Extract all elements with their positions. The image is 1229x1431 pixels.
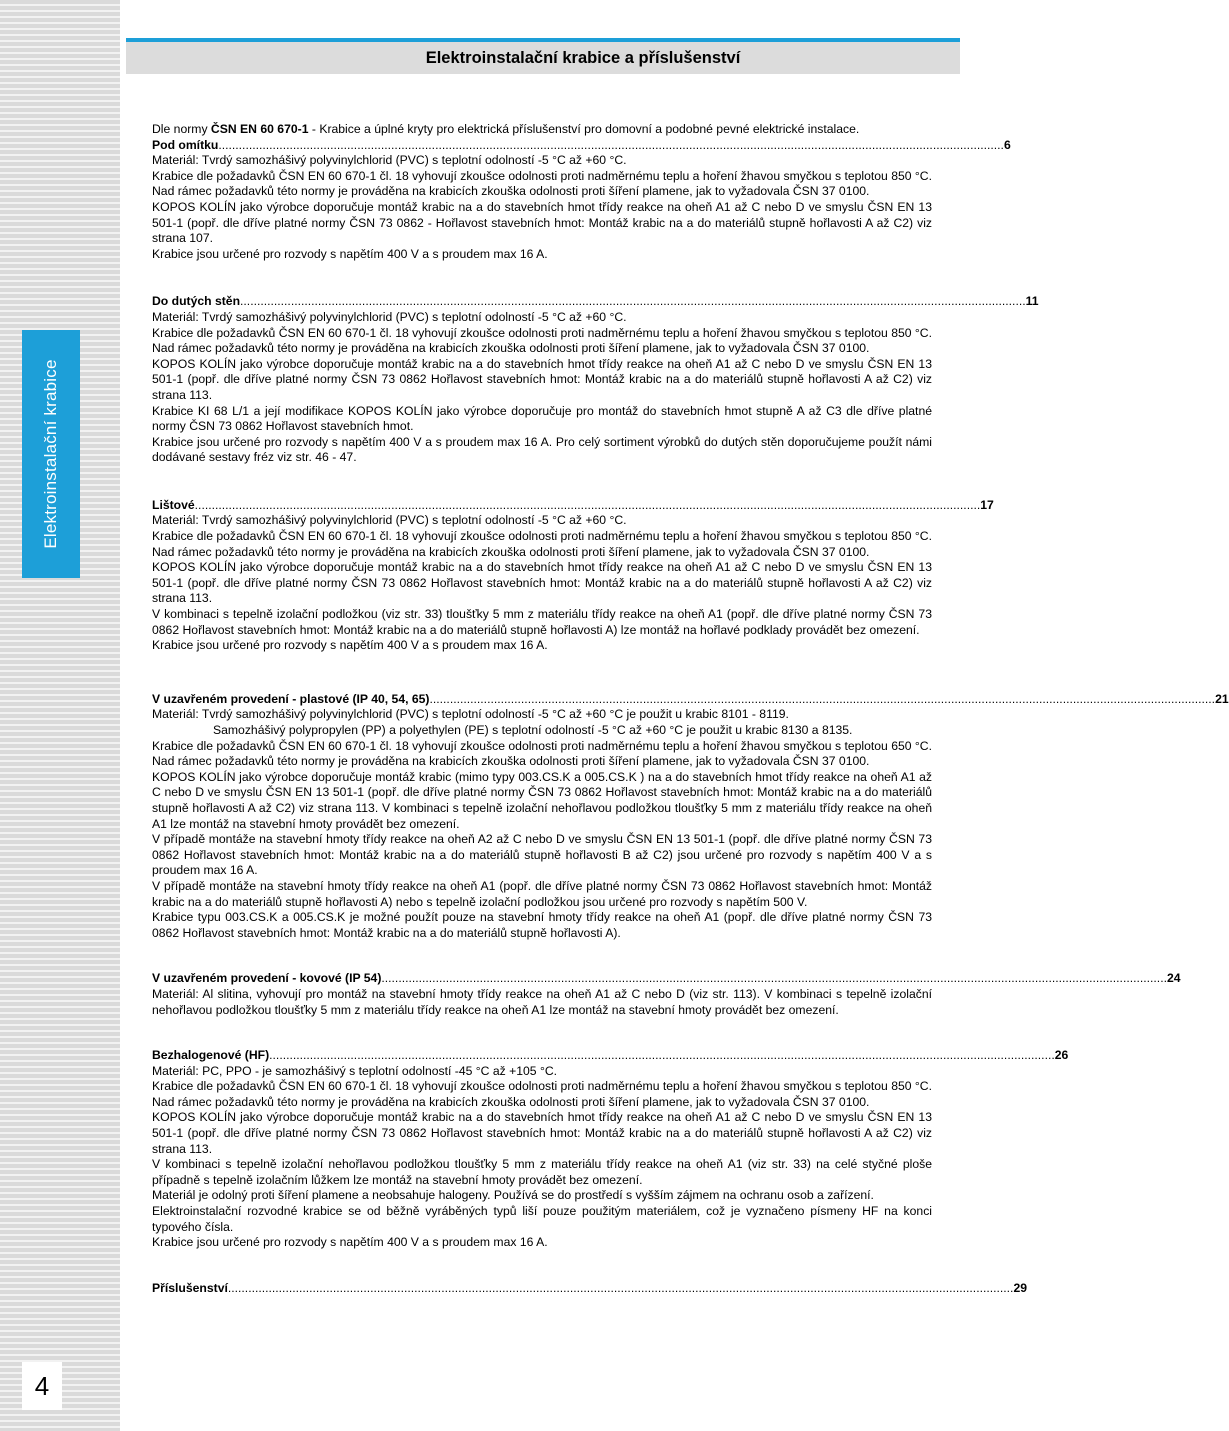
section-title: V uzavřeném provedení - kovové (IP 54) [152, 971, 382, 986]
intro-norm: ČSN EN 60 670-1 [210, 122, 309, 136]
section-bezhalogenove [152, 1048, 1069, 1251]
section-line: V kombinaci s tepelně izolační podložkou (viz str. 33) tloušťky 5 mm z materiálu třídy reakce na oheň A1 (popř. dle dříve platné normy ČSN 73 0862 Hořlavost stavebních hmot: Montáž krabic na a do materiálů stupně hořlavosti A) lze montáž na hořlavé podklady provádět bez omezení. [152, 607, 932, 637]
section-pod-omitku [152, 137, 1011, 263]
section-page: 6 [1003, 137, 1011, 152]
section-line: V případě montáže na stavební hmoty třídy reakce na oheň A1 (popř. dle dříve platné normy ČSN 73 0862 Hořlavost stavebních hmot: Montáž krabic na a do materiálů stupně hořlavosti A) nebo s tepelně izolační podložkou jsou určené pro rozvody s napětím 500 V. [152, 878, 932, 909]
section-line: Krabice KI 68 L/1 a její modifikace KOPOS KOLÍN jako výrobce doporučuje pro montáž do stavebních hmot stupně A až C3 dle dříve platné normy ČSN 73 0862 Hořlavost stavebních hmot. [152, 403, 932, 434]
section-line: Krabice jsou určené pro rozvody s napětím 400 V a s proudem max 16 A. [152, 246, 548, 261]
section-line: Krabice dle požadavků ČSN EN 60 670-1 čl. 18 vyhovují zkoušce odolnosti proti nadměrnému teplu a hoření žhavou smyčkou s teplotou 650 °C. Nad rámec požadavků této normy je prováděna na krabicích zkouška odolnosti proti šíření plamene, jak to vyžadovala ČSN 37 0100. [152, 738, 932, 769]
document-body [152, 122, 1229, 1296]
section-line: Krabice dle požadavků ČSN EN 60 670-1 čl. 18 vyhovují zkoušce odolnosti proti nadměrnému teplu a hoření žhavou smyčkou s teplotou 850 °C. Nad rámec požadavků této normy je prováděna na krabicích zkouška odolnosti proti šíření plamene, jak to vyžadovala ČSN 37 0100. [152, 325, 932, 356]
section-title: Lištové [152, 497, 195, 512]
section-line: Krabice jsou určené pro rozvody s napětím 400 V a s proudem max 16 A. Pro celý sortiment výrobků do dutých stěn doporučujeme použít námi dodávané sestavy fréz viz str. 46 - 47. [152, 434, 932, 465]
section-line: V případě montáže na stavební hmoty třídy reakce na oheň A2 až C nebo D ve smyslu ČSN EN 13 501-1 (popř. dle dříve platné normy ČSN 73 0862 Hořlavost stavebních hmot: Montáž krabic na a do materiálů stupně hořlavosti B až C2) jsou určené pro rozvody s napětím 400 V a s proudem max 16 A. [152, 832, 932, 878]
section-line: Materiál: Tvrdý samozhášivý polyvinylchlorid (PVC) s teplotní odolností -5 °C až +60 °C. [152, 153, 627, 168]
section-page: 26 [1054, 1048, 1069, 1063]
section-line: Elektroinstalační rozvodné krabice se od běžně vyráběných typů liší pouze použitým materiálem, což je vyznačeno písmeny HF na konci typového čísla. [152, 1204, 932, 1234]
material-line: Samozhášivý polypropylen (PP) a polyethylen (PE) s teplotní odolností -5 °C až +60 °C je použit u krabic 8130 a 8135. [213, 723, 853, 737]
section-plastove [152, 691, 1229, 942]
section-page: 29 [1013, 1280, 1028, 1295]
section-kovove [152, 971, 1181, 1018]
section-line: Materiál: Tvrdý samozhášivý polyvinylchlorid (PVC) s teplotní odolností -5 °C až +60 °C. [152, 513, 627, 528]
section-line: V kombinaci s tepelně izolační nehořlavou podložkou tloušťky 5 mm z materiálu třídy reakce na oheň A1 (viz str. 33) na celé styčné ploše případně s tepelně izolačním lůžkem lze montáž na stavební hmoty provádět bez omezení. [152, 1157, 932, 1187]
section-title: Pod omítku [152, 137, 219, 152]
toc-entry-do-dutych-sten[interactable] [152, 294, 1039, 310]
section-line: Materiál je odolný proti šíření plamene a neobsahuje halogeny. Používá se do prostředí s vyšším zájmem na ochranu osob a zařízení. [152, 1188, 874, 1203]
section-line: KOPOS KOLÍN jako výrobce doporučuje montáž krabic na a do stavebních hmot třídy reakce na oheň A1 až C nebo D ve smyslu ČSN EN 13 501-1 (popř. dle dříve platné normy ČSN 73 0862 Hořlavost stavebních hmot: Montáž krabic na a do materiálů stupně hořlavosti A až C2) viz strana 113. [152, 560, 932, 606]
section-page: 11 [1025, 294, 1039, 309]
toc-entry-kovove[interactable] [152, 971, 1181, 987]
section-line: Krabice jsou určené pro rozvody s napětím 400 V a s proudem max 16 A. [152, 1235, 548, 1250]
section-line: KOPOS KOLÍN jako výrobce doporučuje montáž krabic na a do stavebních hmot třídy reakce na oheň A1 až C nebo D ve smyslu ČSN EN 13 501-1 (popř. dle dříve platné normy ČSN 73 0862 - Hořlavost stavebních hmot: Montáž krabic na a do materiálů stupně hořlavosti A až C2) viz strana 107. [152, 199, 932, 246]
section-line: Krabice typu 003.CS.K a 005.CS.K je možné použít pouze na stavební hmoty třídy reakce na oheň A1 (popř. dle dříve platné normy ČSN 73 0862 Hořlavost stavebních hmot: Montáž krabic na a do materiálů stupně hořlavosti A). [152, 910, 932, 940]
section-line: Krabice dle požadavků ČSN EN 60 670-1 čl. 18 vyhovují zkoušce odolnosti proti nadměrnému teplu a hoření žhavou smyčkou s teplotou 850 °C. Nad rámec požadavků této normy je prováděna na krabicích zkouška odolnosti proti šíření plamene, jak to vyžadovala ČSN 37 0100. [152, 168, 932, 199]
section-line: Materiál: Al slitina, vyhovují pro montáž na stavební hmoty třídy reakce na oheň A1 až C nebo D (viz str. 113). V kombinaci s tepelně izolační nehořlavou podložkou tloušťky 5 mm z materiálu třídy reakce na oheň A1 lze montáž na stavební hmoty provádět bez omezení. [152, 986, 932, 1017]
section-line: Materiál: Tvrdý samozhášivý polyvinylchlorid (PVC) s teplotní odolností -5 °C až +60 °C. [152, 309, 627, 324]
section-page: 21 [1215, 691, 1229, 706]
section-line: Krabice dle požadavků ČSN EN 60 670-1 čl. 18 vyhovují zkoušce odolnosti proti nadměrnému teplu a hoření žhavou smyčkou s teplotou 850 °C. Nad rámec požadavků této normy je prováděna na krabicích zkouška odolnosti proti šíření plamene, jak to vyžadovala ČSN 37 0100. [152, 1079, 932, 1109]
section-page: 17 [980, 497, 994, 512]
section-title: Bezhalogenové (HF) [152, 1048, 270, 1063]
section-line: KOPOS KOLÍN jako výrobce doporučuje montáž krabic na a do stavebních hmot třídy reakce na oheň A1 až C nebo D ve smyslu ČSN EN 13 501-1 (popř. dle dříve platné normy ČSN 73 0862 Hořlavost stavebních hmot: Montáž krabic na a do materiálů stupně hořlavosti A až C2) viz strana 113. [152, 356, 932, 402]
leader-dots: ........................................................................................................................................................................................................................................ [227, 1280, 1014, 1295]
page-title: Elektroinstalační krabice a příslušenství [425, 48, 741, 67]
toc-entry-pod-omitku[interactable] [152, 137, 1011, 154]
toc-entry-plastove[interactable] [152, 691, 1229, 708]
leader-dots: ........................................................................................................................................................................................................................................ [240, 294, 1026, 309]
leader-dots: ........................................................................................................................................................................................................................................ [381, 971, 1167, 986]
section-line: KOPOS KOLÍN jako výrobce doporučuje montáž krabic na a do stavebních hmot třídy reakce na oheň A1 až C nebo D ve smyslu ČSN EN 13 501-1 (popř. dle dříve platné normy ČSN 73 0862 Hořlavost stavebních hmot: Montáž krabic na a do materiálů stupně hořlavosti A až C2) viz strana 113. [152, 1110, 932, 1156]
toc-entry-bezhalogenove[interactable] [152, 1048, 1069, 1064]
sidebar [0, 0, 120, 1431]
section-line: Krabice jsou určené pro rozvody s napětím 400 V a s proudem max 16 A. [152, 638, 548, 653]
intro-suffix: - Krabice a úplné kryty pro elektrická příslušenství pro domovní a podobné pevné elektrické instalace. [308, 122, 860, 136]
leader-dots: ........................................................................................................................................................................................................................................ [269, 1048, 1055, 1063]
section-title: V uzavřeném provedení - plastové (IP 40, 54, 65) [152, 691, 430, 706]
page-number: 4 [22, 1362, 62, 1410]
section-title: Do dutých stěn [152, 294, 241, 309]
section-do-dutych-sten [152, 294, 1039, 466]
intro-paragraph [152, 122, 932, 138]
intro-prefix: Dle normy [152, 122, 211, 136]
section-line: Krabice dle požadavků ČSN EN 60 670-1 čl. 18 vyhovují zkoušce odolnosti proti nadměrnému teplu a hoření žhavou smyčkou s teplotou 850 °C. Nad rámec požadavků této normy je prováděna na krabicích zkouška odolnosti proti šíření plamene, jak to vyžadovala ČSN 37 0100. [152, 529, 932, 559]
section-prislusenstvi [152, 1280, 1028, 1297]
toc-entry-prislusenstvi[interactable] [152, 1280, 1028, 1297]
section-line: KOPOS KOLÍN jako výrobce doporučuje montáž krabic (mimo typy 003.CS.K a 005.CS.K ) na a do stavebních hmot třídy reakce na oheň A1 až C nebo D ve smyslu ČSN EN 13 501-1 (popř. dle dříve platné normy ČSN 73 0862 Hořlavost stavebních hmot: Montáž krabic na a do materiálů stupně hořlavosti A až C2) viz strana 113. V kombinaci s tepelně izolační nehořlavou podložkou tloušťky 5 mm z materiálu třídy reakce na oheň A1 lze montáž na stavební hmoty provádět bez omezení. [152, 769, 932, 831]
material-line: Materiál: Tvrdý samozhášivý polyvinylchlorid (PVC) s teplotní odolností -5 °C až +60 °C je použit u krabic 8101 - 8119. [152, 707, 789, 722]
section-listove [152, 497, 994, 654]
section-line: Materiál: PC, PPO - je samozhášivý s teplotní odolností -45 °C až +105 °C. [152, 1063, 558, 1078]
section-tab-label: Elektroinstalační krabice [41, 359, 60, 549]
section-title: Příslušenství [152, 1280, 228, 1295]
leader-dots: ........................................................................................................................................................................................................................................ [429, 691, 1216, 706]
leader-dots: ........................................................................................................................................................................................................................................ [218, 137, 1004, 152]
header-bar [126, 42, 960, 74]
leader-dots: ........................................................................................................................................................................................................................................ [194, 497, 981, 512]
toc-entry-listove[interactable] [152, 497, 994, 514]
section-page: 24 [1166, 971, 1181, 986]
